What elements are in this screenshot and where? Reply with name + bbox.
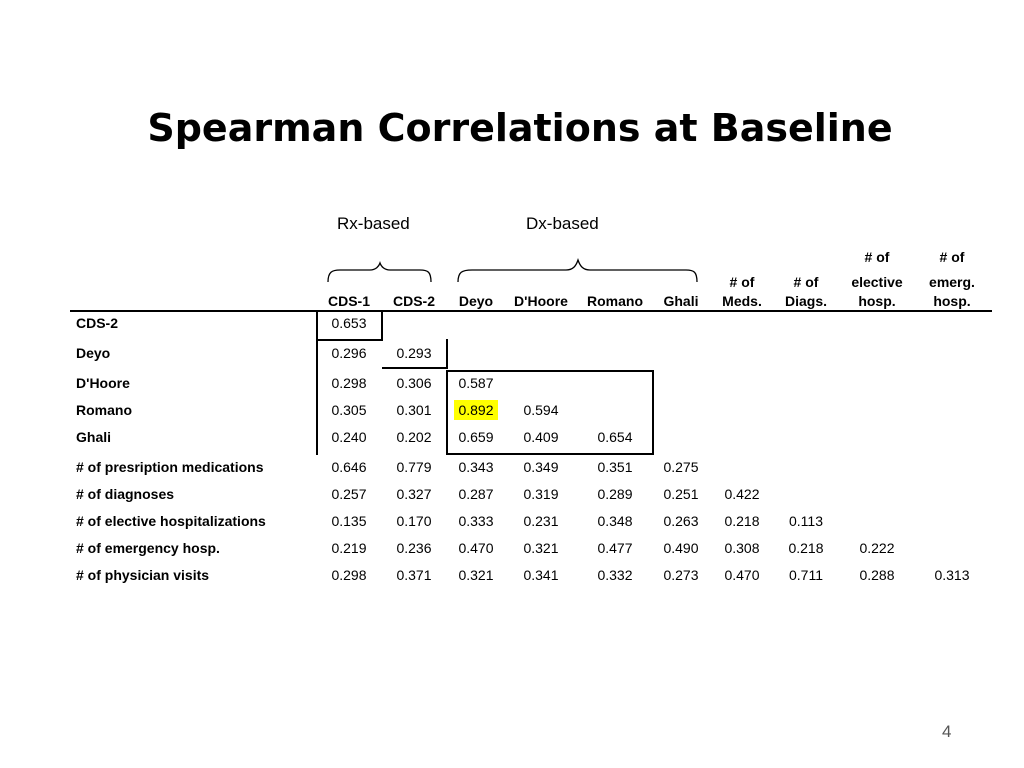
- table-cell: 0.231: [523, 513, 559, 529]
- highlighted-cell: 0.892: [454, 400, 498, 420]
- row-label: # of physician visits: [76, 567, 210, 583]
- table-cell: 0.308: [724, 540, 760, 556]
- rx-based-label: Rx-based: [337, 214, 410, 233]
- header-rule: [70, 310, 992, 312]
- table-cell: 0.202: [396, 429, 432, 445]
- table-cell: 0.296: [331, 345, 367, 361]
- column-header-1-line3: CDS-1: [327, 293, 370, 309]
- table-cell: 0.257: [331, 486, 367, 502]
- table-cell: 0.371: [396, 567, 432, 583]
- page-number: 4: [942, 722, 952, 741]
- table-cell: 0.273: [663, 567, 699, 583]
- box-cds-rx: [316, 310, 383, 341]
- table-cell: 0.218: [788, 540, 824, 556]
- column-header-6-line3: Ghali: [663, 293, 699, 309]
- table-cell: 0.236: [396, 540, 432, 556]
- box-dx-indices: [446, 370, 654, 455]
- table-cell: 0.332: [597, 567, 633, 583]
- table-cell: 0.343: [458, 459, 494, 475]
- table-cell: 0.306: [396, 375, 432, 391]
- column-header-7-line2: # of: [729, 274, 755, 290]
- table-cell: 0.654: [597, 429, 633, 445]
- column-header-3-line3: Deyo: [458, 293, 494, 309]
- table-cell: 0.301: [396, 402, 432, 418]
- table-cell: 0.113: [789, 513, 823, 529]
- column-header-5-line3: Romano: [587, 293, 643, 309]
- row-label: Deyo: [76, 345, 111, 361]
- table-cell: 0.313: [934, 567, 970, 583]
- table-cell: 0.251: [663, 486, 699, 502]
- row-label: # of presription medications: [76, 459, 264, 475]
- table-cell: 0.348: [597, 513, 633, 529]
- dx-based-label: Dx-based: [526, 214, 599, 233]
- table-cell: 0.327: [396, 486, 432, 502]
- column-header-8-line2: # of: [793, 274, 819, 290]
- table-cell: 0.293: [396, 345, 432, 361]
- table-cell: 0.288: [859, 567, 895, 583]
- table-cell: 0.659: [458, 429, 494, 445]
- column-header-4-line3: D'Hoore: [514, 293, 568, 309]
- slide-title: Spearman Correlations at Baseline: [147, 106, 893, 150]
- row-label: Ghali: [76, 429, 112, 445]
- table-cell: 0.653: [331, 315, 367, 331]
- table-cell: 0.298: [331, 567, 367, 583]
- column-header-7-line3: Meds.: [722, 293, 762, 309]
- row-label: Romano: [76, 402, 132, 418]
- column-header-10-line3: hosp.: [933, 293, 971, 309]
- table-cell: 0.409: [523, 429, 559, 445]
- column-header-10-line2: emerg.: [929, 274, 975, 290]
- table-cell: 0.263: [663, 513, 699, 529]
- table-cell: 0.319: [523, 486, 559, 502]
- column-header-9-line2: elective: [851, 274, 903, 290]
- table-cell: 0.321: [523, 540, 559, 556]
- column-header-9-line1: # of: [864, 249, 890, 265]
- table-cell: 0.490: [663, 540, 699, 556]
- column-header-8-line3: Diags.: [784, 293, 827, 309]
- table-cell: 0.779: [396, 459, 432, 475]
- table-cell: 0.711: [789, 567, 823, 583]
- table-cell: 0.470: [458, 540, 494, 556]
- table-cell: 0.646: [331, 459, 367, 475]
- dx-brace: [458, 260, 697, 282]
- table-cell: 0.170: [396, 513, 432, 529]
- table-cell: 0.470: [724, 567, 760, 583]
- column-header-2-line3: CDS-2: [392, 293, 435, 309]
- box-cds-step: [382, 339, 448, 369]
- table-cell: 0.477: [597, 540, 633, 556]
- table-cell: 0.298: [331, 375, 367, 391]
- row-label: D'Hoore: [76, 375, 130, 391]
- table-cell: 0.275: [663, 459, 699, 475]
- rx-brace: [328, 263, 431, 282]
- table-cell: 0.422: [724, 486, 760, 502]
- row-label: # of diagnoses: [76, 486, 175, 502]
- table-cell: 0.240: [331, 429, 367, 445]
- table-cell: 0.135: [331, 513, 367, 529]
- table-cell: 0.351: [597, 459, 633, 475]
- box-left-rule: [316, 340, 318, 455]
- row-label: CDS-2: [76, 315, 119, 331]
- table-cell: 0.219: [331, 540, 367, 556]
- table-cell: 0.289: [597, 486, 633, 502]
- column-header-10-line1: # of: [939, 249, 965, 265]
- column-header-9-line3: hosp.: [858, 293, 896, 309]
- table-cell: 0.287: [458, 486, 494, 502]
- table-cell: 0.349: [523, 459, 559, 475]
- table-cell: 0.222: [859, 540, 895, 556]
- table-cell: 0.341: [523, 567, 559, 583]
- row-label: # of elective hospitalizations: [76, 513, 266, 529]
- table-cell: 0.594: [523, 402, 559, 418]
- table-cell: 0.321: [458, 567, 494, 583]
- table-cell: 0.587: [458, 375, 494, 391]
- row-label: # of emergency hosp.: [76, 540, 220, 556]
- table-cell: 0.305: [331, 402, 367, 418]
- table-cell: 0.333: [458, 513, 494, 529]
- table-cell: 0.218: [724, 513, 760, 529]
